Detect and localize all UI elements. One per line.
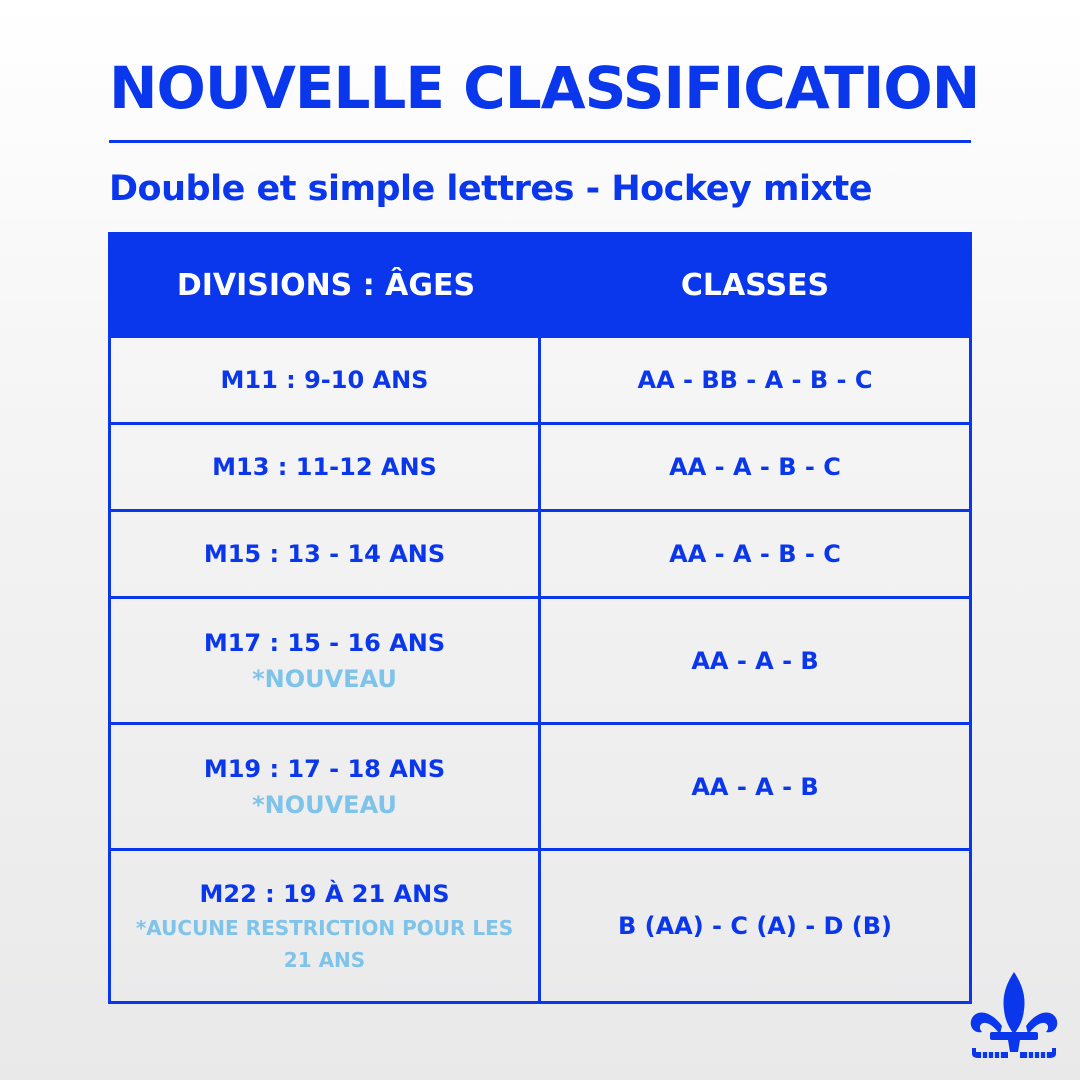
- table-row: [111, 596, 969, 722]
- division-cell: [111, 851, 541, 1001]
- classes-label: AA - A - B: [691, 772, 819, 801]
- table-header: [111, 235, 969, 335]
- division-label: M17 : 15 - 16 ANS: [203, 628, 446, 657]
- table-row: [111, 848, 969, 1001]
- table-row: [111, 509, 969, 596]
- classes-cell: [541, 425, 969, 509]
- column-header-classes: CLASSES: [680, 267, 830, 303]
- division-label: M22 : 19 À 21 ANS: [199, 880, 450, 908]
- division-cell: [111, 425, 541, 509]
- division-cell: [111, 725, 541, 848]
- division-label: M13 : 11-12 ANS: [212, 453, 437, 481]
- classification-table: [108, 232, 972, 1004]
- table-row: [111, 422, 969, 509]
- page-title: NOUVELLE CLASSIFICATION: [109, 54, 980, 122]
- division-note: *AUCUNE RESTRICTION POUR LES 21 ANS: [135, 916, 514, 972]
- fleur-de-lis-hockey-icon: [968, 968, 1060, 1068]
- division-note: *NOUVEAU: [252, 790, 397, 819]
- classes-cell: [541, 512, 969, 596]
- classes-cell: [541, 599, 969, 722]
- division-label: M19 : 17 - 18 ANS: [203, 754, 446, 783]
- classes-label: AA - A - B: [691, 646, 819, 675]
- division-cell: [111, 338, 541, 422]
- classes-label: AA - A - B - C: [669, 540, 841, 568]
- table-row: [111, 335, 969, 422]
- classes-cell: [541, 725, 969, 848]
- division-label: M15 : 13 - 14 ANS: [203, 540, 446, 568]
- column-header-divisions: DIVISIONS : ÂGES: [176, 267, 476, 303]
- division-note: *NOUVEAU: [252, 664, 397, 693]
- table-row: [111, 722, 969, 848]
- classes-label: AA - A - B - C: [669, 453, 841, 481]
- title-divider: [109, 140, 971, 143]
- division-cell: [111, 512, 541, 596]
- division-cell: [111, 599, 541, 722]
- division-label: M11 : 9-10 ANS: [220, 366, 429, 394]
- classes-cell: [541, 851, 969, 1001]
- classes-cell: [541, 338, 969, 422]
- classes-label: AA - BB - A - B - C: [637, 366, 873, 394]
- classes-label: B (AA) - C (A) - D (B): [617, 912, 893, 940]
- page-subtitle: Double et simple lettres - Hockey mixte: [109, 169, 873, 209]
